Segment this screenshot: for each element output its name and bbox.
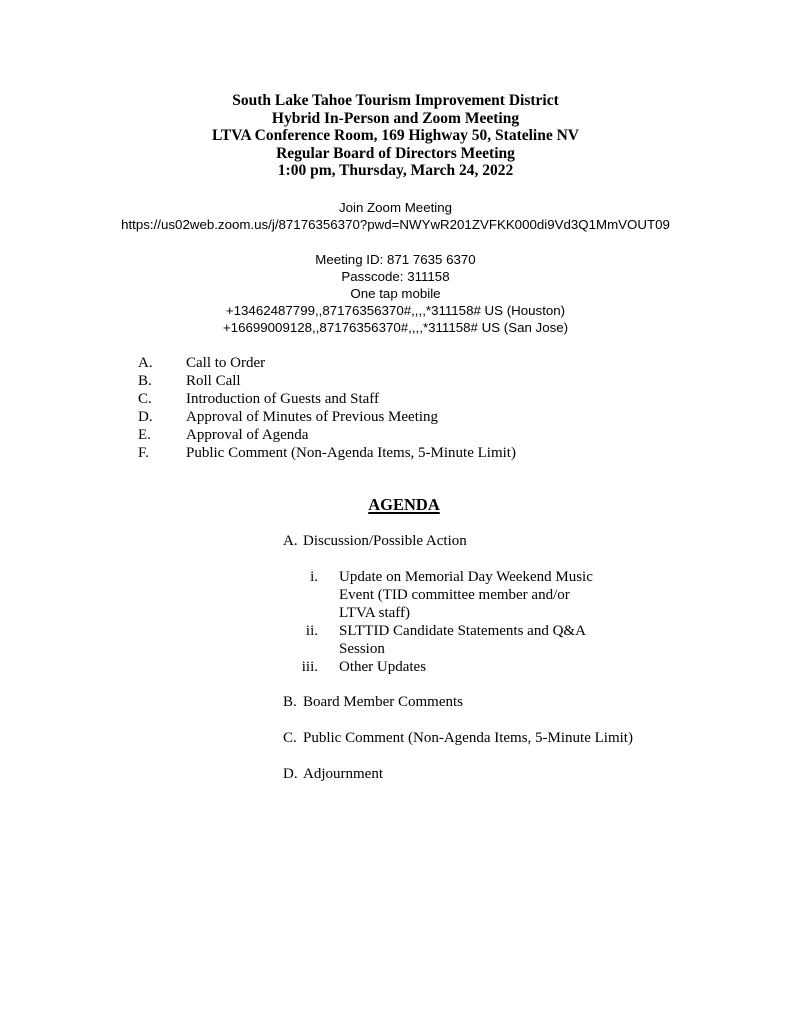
preliminary-items-list [138,354,516,462]
meeting-id: Meeting ID: 871 7635 6370 [315,252,476,267]
item-marker: A. [283,533,298,549]
meeting-passcode: Passcode: 311158 [341,269,450,284]
preliminary-item-call-to-order [138,354,516,372]
phone-number-san-jose: +16699009128,,87176356370#,,,,*311158# US (San Jose) [222,320,569,335]
item-text: Call to Order [186,355,266,371]
title-line-district: South Lake Tahoe Tourism Improvement District [232,92,559,109]
item-text: Public Comment (Non-Agenda Items, 5-Minute Limit) [303,730,633,746]
title-line-meeting-type: Hybrid In-Person and Zoom Meeting [271,109,520,127]
document-header [0,92,791,180]
item-marker: A. [138,355,153,371]
item-text: Public Comment (Non-Agenda Items, 5-Minute Limit) [186,445,516,461]
item-text: Roll Call [186,373,241,389]
join-zoom-label: Join Zoom Meeting [338,200,453,215]
agenda-item-public-comment [283,729,703,747]
item-marker: D. [138,409,153,425]
item-marker: B. [138,373,152,389]
agenda-body [283,532,703,783]
item-marker: iii. [301,659,318,675]
preliminary-item-public-comment [138,444,516,462]
item-text: SLTTID Candidate Statements and Q&A Session [339,623,586,657]
meeting-details-block [0,251,791,336]
item-marker: i. [310,569,318,585]
item-text: Board Member Comments [303,694,463,710]
item-marker: C. [138,391,152,407]
agenda-item-adjournment [283,765,703,783]
agenda-item-board-comments [283,693,703,711]
agenda-subitem-candidate-statements [283,622,703,658]
preliminary-item-roll-call [138,372,516,390]
one-tap-mobile-label: One tap mobile [350,286,441,301]
preliminary-item-introductions [138,390,516,408]
item-text: Approval of Minutes of Previous Meeting [186,409,439,425]
zoom-join-block [0,199,791,233]
preliminary-item-approval-minutes [138,408,516,426]
item-text: Other Updates [339,659,427,675]
item-marker: ii. [305,623,318,639]
item-text: Introduction of Guests and Staff [186,391,380,407]
title-line-location: LTVA Conference Room, 169 Highway 50, Stateline NV [212,127,579,144]
item-marker: D. [283,766,298,782]
item-text: Discussion/Possible Action [303,533,467,549]
discussion-subitems-list [283,568,703,676]
agenda-subitem-music-event [283,568,703,622]
item-text: Adjournment [303,766,383,782]
agenda-heading: AGENDA [368,495,440,514]
preliminary-item-approval-agenda [138,426,516,444]
phone-number-houston: +13462487799,,87176356370#,,,,*311158# US (Houston) [225,303,566,318]
agenda-subitem-other-updates [283,658,703,676]
item-marker: E. [138,427,151,443]
title-line-datetime: 1:00 pm, Thursday, March 24, 2022 [277,162,514,179]
agenda-item-discussion [283,532,703,550]
item-marker: C. [283,730,297,746]
item-text: Update on Memorial Day Weekend Music Event (TID committee member and/or LTVA staff) [339,569,593,621]
item-marker: B. [283,694,297,710]
item-marker: F. [138,445,149,461]
item-text: Approval of Agenda [186,427,309,443]
zoom-meeting-url: https://us02web.zoom.us/j/87176356370?pwd=NWYwR201ZVFKK000di9Vd3Q1MmVOUT09 [121,217,670,232]
title-line-board-meeting: Regular Board of Directors Meeting [276,144,515,162]
